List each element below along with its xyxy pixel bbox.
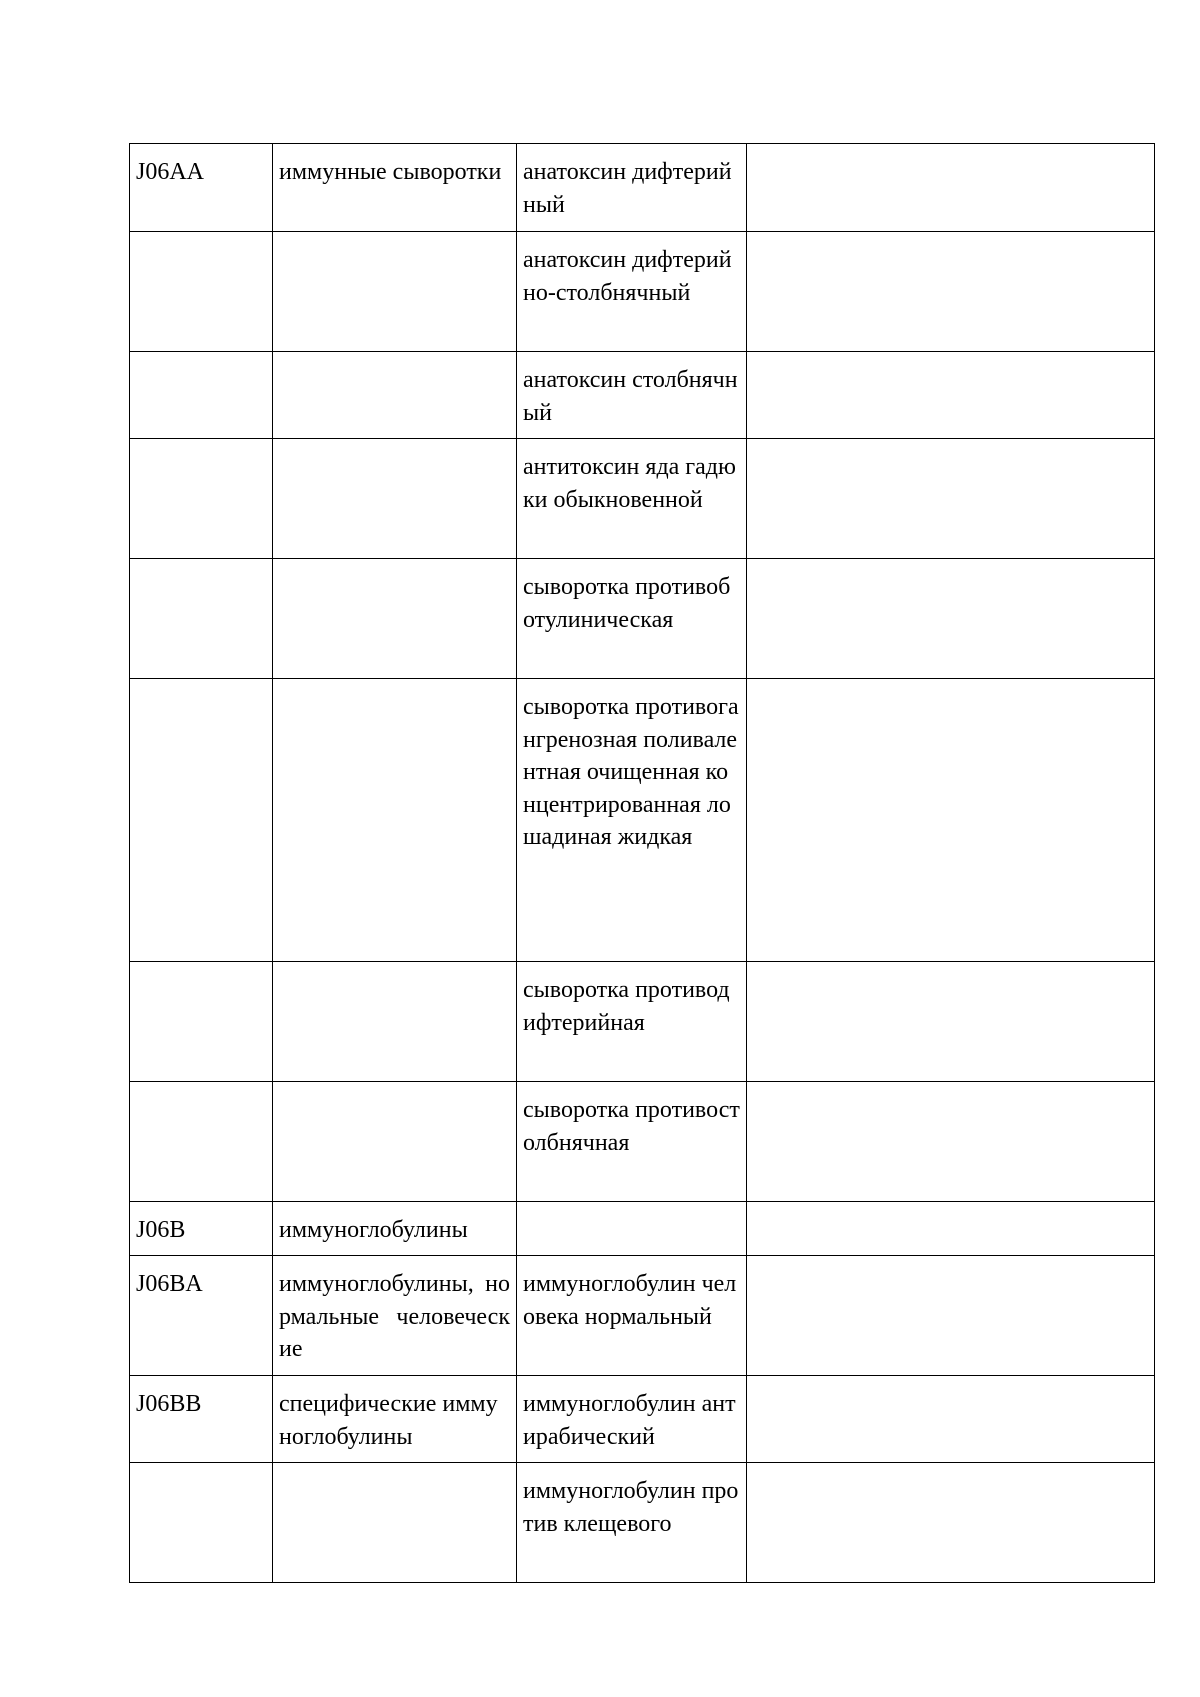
drug-name-cell: анатоксин столбнячный [517, 352, 747, 439]
dosage-form-cell [747, 559, 1155, 679]
atc-code-cell [130, 962, 273, 1082]
drug-name-cell: сыворотка противодифтерийная [517, 962, 747, 1082]
group-name-cell [273, 559, 517, 679]
group-name-cell [273, 232, 517, 352]
drug-name-cell: сыворотка противостолбнячная [517, 1082, 747, 1202]
drug-classification-table [129, 143, 1155, 1583]
table-row [130, 1256, 1155, 1376]
group-name-cell [273, 1463, 517, 1583]
group-name-cell [273, 962, 517, 1082]
table-row [130, 1082, 1155, 1202]
drug-name-cell: анатоксин дифтерийно-столбнячный [517, 232, 747, 352]
dosage-form-cell [747, 352, 1155, 439]
table-row [130, 559, 1155, 679]
drug-name-cell: сыворотка противогангренозная поливалентная очищенная концентрированная лошадиная жидкая [517, 679, 747, 962]
table-row [130, 1376, 1155, 1463]
drug-name-cell: иммуноглобулин антирабический [517, 1376, 747, 1463]
drug-name-cell: иммуноглобулин против клещевого [517, 1463, 747, 1583]
dosage-form-cell [747, 962, 1155, 1082]
group-name-cell: иммуноглобулины [273, 1202, 517, 1256]
group-name-cell [273, 352, 517, 439]
atc-code-cell [130, 679, 273, 962]
atc-code-cell: J06BA [130, 1256, 273, 1376]
atc-code-cell: J06AA [130, 144, 273, 232]
group-name-cell: иммунные сыворотки [273, 144, 517, 232]
table-row [130, 352, 1155, 439]
group-name-cell: специфические иммуноглобулины [273, 1376, 517, 1463]
dosage-form-cell [747, 1256, 1155, 1376]
atc-code-cell [130, 559, 273, 679]
atc-code-cell [130, 1082, 273, 1202]
atc-code-cell: J06BB [130, 1376, 273, 1463]
atc-code-cell [130, 352, 273, 439]
group-name-cell [273, 1082, 517, 1202]
atc-code-cell [130, 232, 273, 352]
group-name-cell [273, 679, 517, 962]
table-row [130, 1463, 1155, 1583]
dosage-form-cell [747, 1082, 1155, 1202]
group-name-cell: иммуноглобулины, нормальные человеческие [273, 1256, 517, 1376]
table-row [130, 962, 1155, 1082]
table-row [130, 679, 1155, 962]
dosage-form-cell [747, 1463, 1155, 1583]
drug-name-cell: сыворотка противоботулиническая [517, 559, 747, 679]
dosage-form-cell [747, 232, 1155, 352]
atc-code-cell [130, 1463, 273, 1583]
dosage-form-cell [747, 679, 1155, 962]
table-row [130, 1202, 1155, 1256]
drug-name-cell [517, 1202, 747, 1256]
dosage-form-cell [747, 439, 1155, 559]
table-row [130, 232, 1155, 352]
atc-code-cell [130, 439, 273, 559]
dosage-form-cell [747, 1376, 1155, 1463]
atc-code-cell: J06B [130, 1202, 273, 1256]
table-row [130, 439, 1155, 559]
dosage-form-cell [747, 1202, 1155, 1256]
drug-name-cell: иммуноглобулин человека нормальный [517, 1256, 747, 1376]
drug-name-cell: анатоксин дифтерийный [517, 144, 747, 232]
table-row [130, 144, 1155, 232]
dosage-form-cell [747, 144, 1155, 232]
drug-name-cell: антитоксин яда гадюки обыкновенной [517, 439, 747, 559]
group-name-cell [273, 439, 517, 559]
